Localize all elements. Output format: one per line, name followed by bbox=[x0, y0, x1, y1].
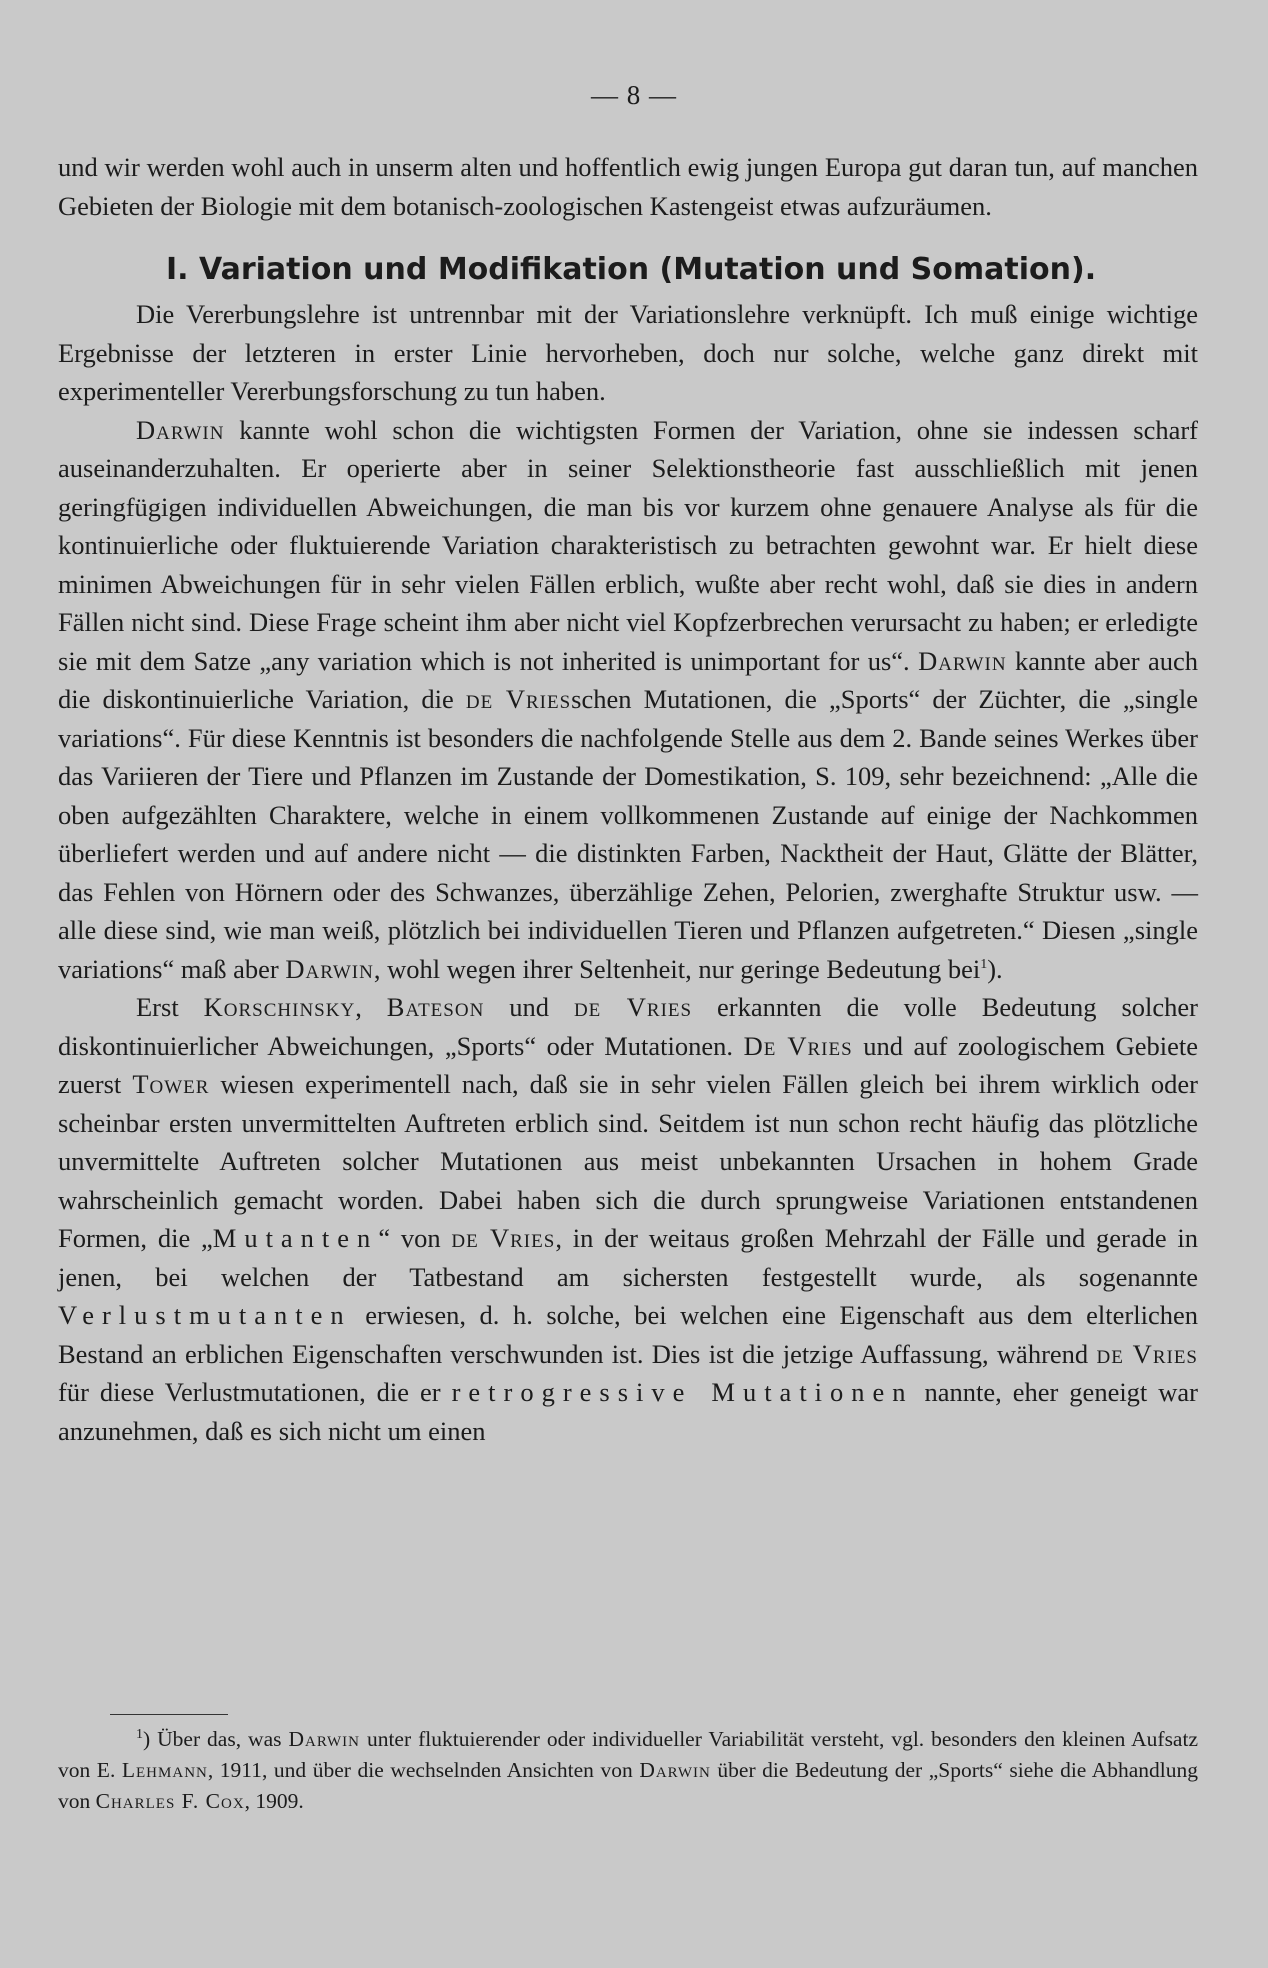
section-heading: I. Variation und Modifikation (Mutation und Somation). bbox=[166, 252, 1097, 287]
author-darwin: Darwin bbox=[639, 1758, 711, 1782]
author-darwin: Darwin bbox=[285, 953, 374, 984]
author-darwin: Darwin bbox=[136, 414, 225, 445]
author-darwin: Darwin bbox=[918, 645, 1007, 676]
term-verlustmutanten: Verlustmutanten bbox=[58, 1300, 352, 1330]
paragraph-3: Erst Korschinsky, Bateson und de Vries erkannten die volle Bedeutung solcher diskontinuierlicher Abweichungen, „Sports“ oder Mutationen. De Vries und auf zoologischem Gebiete zuerst Tower wiesen experimentell nach, daß sie in sehr vielen Fällen gleich bei ihrem wirklich oder scheinbar ersten unvermittelten Auftreten erblich sind. Seitdem ist nun schon recht häufig das plötzliche unvermittelte Auftreten solcher Mutationen aus meist unbekannten Ursachen in hohem Grade wahrscheinlich gemacht worden. Dabei haben sich die durch sprungweise Variationen entstandenen Formen, die „Mutanten“ von de Vries, in der weitaus großen Mehrzahl der Fälle und gerade in jenen, bei welchen der Tatbestand am sichersten festgestellt wurde, als sogenannte Verlustmutanten erwiesen, d. h. solche, bei welchen eine Eigenschaft aus dem elterlichen Bestand an erblichen Eigenschaften verschwunden ist. Dies ist die jetzige Auffassung, während de Vries für diese Verlustmutationen, die er retrogressive Mutationen nannte, eher geneigt war anzunehmen, daß es sich nicht um einen bbox=[58, 992, 1199, 1446]
page-number: — 8 — bbox=[591, 80, 677, 110]
paragraph-2: Darwin kannte wohl schon die wichtigsten Formen der Variation, ohne sie indessen scharf auseinanderzuhalten. Er operierte aber in seiner Selektionstheorie fast ausschließlich mit jenen geringfügigen individuellen Abweichungen, die man bis vor kurzem ohne genauere Analyse als für die kontinuierliche oder fluktuierende Variation charakteristisch zu betrachten gewohnt war. Er hielt diese minimen Abweichungen für in sehr vielen Fällen erblich, wußte aber recht wohl, daß sie dies in andern Fällen nicht sind. Diese Frage scheint ihm aber nicht viel Kopfzerbrechen verursacht zu haben; er erledigte sie mit dem Satze „any variation which is not inherited is unimportant for us“. Darwin kannte aber auch die diskontinuierliche Variation, die de Vriesschen Mutationen, die „Sports“ der Züchter, die „single variations“. Für diese Kenntnis ist besonders die nachfolgende Stelle aus dem 2. Bande seines Werkes über das Variieren der Tiere und Pflanzen im Zustande der Domestikation, S. 109, sehr bezeichnend: „Alle die oben aufgezählten Charaktere, welche in einem vollkommenen Zustande auf einige der Nachkommen überliefert werden und auf andere nicht — die distinkten Farben, Nacktheit der Haut, Glätte der Blätter, das Fehlen von Hörnern oder des Schwanzes, überzählige Zehen, Pelorien, zwerghafte Struktur usw. — alle diese sind, wie man weiß, plötzlich bei individuellen Tieren und Pflanzen aufgetreten.“ Diesen „single variations“ maß aber Darwin, wohl wegen ihrer Seltenheit, nur geringe Bedeutung bei$^1$). bbox=[58, 414, 1198, 984]
author-cox: Charles F. Cox bbox=[95, 1789, 245, 1813]
author-lehmann: Lehmann bbox=[121, 1758, 208, 1782]
term-mutanten: Mutanten bbox=[212, 1223, 379, 1253]
author-de-vries: de Vries bbox=[1096, 1338, 1198, 1369]
footnote-mark: 1 bbox=[136, 1726, 143, 1742]
author-de-vries: de Vries bbox=[573, 992, 693, 1022]
author-de-vries: De Vries bbox=[743, 1030, 853, 1061]
term-retrogressive-mutationen: retrogressive Mutationen bbox=[451, 1377, 914, 1407]
author-tower: Tower bbox=[132, 1069, 210, 1099]
intro-paragraph: und wir werden wohl auch in unserm alten und hoffentlich ewig jungen Europa gut daran tun, auf manchen Gebieten der Biologie mit dem botanisch-zoologischen Kastengeist etwas aufzuräumen. bbox=[58, 152, 1198, 221]
author-korschinsky: Korschinsky bbox=[203, 992, 356, 1022]
author-de-vries: de Vries bbox=[451, 1223, 556, 1253]
footnote-ref: 1 bbox=[980, 956, 988, 972]
author-de-vries: de Vries bbox=[465, 684, 572, 714]
footnote: $^1$) Über das, was Darwin unter fluktuierender oder individueller Variabilität versteht, vgl. besonders den kleinen Aufsatz von E. Lehmann, 1911, und über die wechselnden Ansichten von Darwin über die Bedeutung der „Sports“ siehe die Abhandlung von Charles F. Cox, 1909. bbox=[58, 1726, 1198, 1813]
author-bateson: Bateson bbox=[386, 992, 485, 1022]
author-darwin: Darwin bbox=[288, 1727, 360, 1751]
body-text bbox=[58, 148, 1198, 1450]
paragraph-1: Die Vererbungslehre ist untrennbar mit der Variationslehre verknüpft. Ich muß einige wichtige Ergebnisse der letzteren in erster Linie hervorheben, doch nur solche, welche ganz direkt mit experimenteller Vererbungsforschung zu tun haben. bbox=[58, 299, 1198, 406]
footnote-divider bbox=[110, 1714, 228, 1715]
